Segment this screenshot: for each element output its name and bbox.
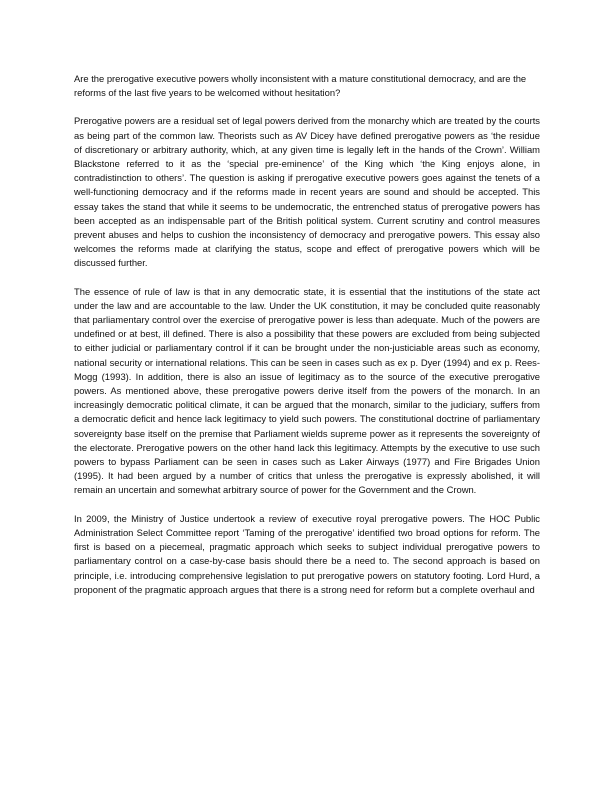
- paragraph-reforms: In 2009, the Ministry of Justice undertook a review of executive royal prerogative powers. The HOC Public Administration Select Committee report ‘Taming of the prerogative’ identified two broad options for reform. The first is based on a piecemeal, pragmatic approach which seeks to subject individual prerogative powers to parliamentary control on a case-by-case basis should there be a need to. The second approach is based on principle, i.e. introducing comprehensive legislation to put prerogative powers on statutory footing. Lord Hurd, a proponent of the pragmatic approach argues that there is a strong need for reform but a complete overhaul and: [74, 512, 540, 595]
- essay-question: Are the prerogative executive powers wholly inconsistent with a mature constitutional democracy, and are the reforms of the last five years to be welcomed without hesitation?: [74, 73, 527, 99]
- document-page: [74, 72, 540, 611]
- paragraph-introduction: Prerogative powers are a residual set of legal powers derived from the monarchy which are treated by the courts as being part of the common law. Theorists such as AV Dicey have defined prerogative powers as ‘the residue of discretionary or arbitrary authority, which, at any given time is legally left in the hands of the Crown’. William Blackstone referred to it as the ‘special pre-eminence’ of the King which ‘the King enjoys alone, in contradistinction to others’. The question is asking if prerogative executive powers goes against the tenets of a well-functioning democracy and if the reforms made in recent years are sound and should be accepted. This essay takes the stand that while it seems to be undemocratic, the entrenched status of prerogative powers has been accepted as an indispensable part of the British political system. Current scrutiny and control measures prevent abuses and helps to cushion the inconsistency of democracy and prerogative powers. This essay also welcomes the reforms made at clarifying the status, scope and effect of prerogative powers which will be discussed further.: [74, 115, 540, 269]
- paragraph-rule-of-law: The essence of rule of law is that in any democratic state, it is essential that the institutions of the state act under the law and are accountable to the law. Under the UK constitution, it may be concluded quite reasonably that parliamentary control over the exercise of prerogative power is less than adequate. Much of the powers are undefined or at best, ill defined. There is also a possibility that these powers are excluded from being subjected to either judicial or parliamentary control if it can be brought under the non-justiciable areas such as economy, national security or international relations. This can be seen in cases such as ex p. Dyer (1994) and ex p. Rees-Mogg (1993). In addition, there is also an issue of legitimacy as to the source of the executive prerogative powers. As mentioned above, these prerogative powers derive itself from the powers of the monarch. In an increasingly democratic political climate, it can be argued that the monarch, similar to the judiciary, suffers from a democratic deficit and hence lack legitimacy to yield such powers. The constitutional doctrine of parliamentary sovereignty base itself on the premise that Parliament wields supreme power as it represents the sovereignty of the electorate. Prerogative powers on the other hand lack this legitimacy. Attempts by the executive to use such powers to bypass Parliament can be seen in cases such as Laker Airways (1977) and Fire Brigades Union (1995). It had been argued by a number of critics that unless the prerogative is expressly abolished, it will remain an uncertain and somewhat arbitrary source of power for the Government and the Crown.: [74, 285, 540, 496]
